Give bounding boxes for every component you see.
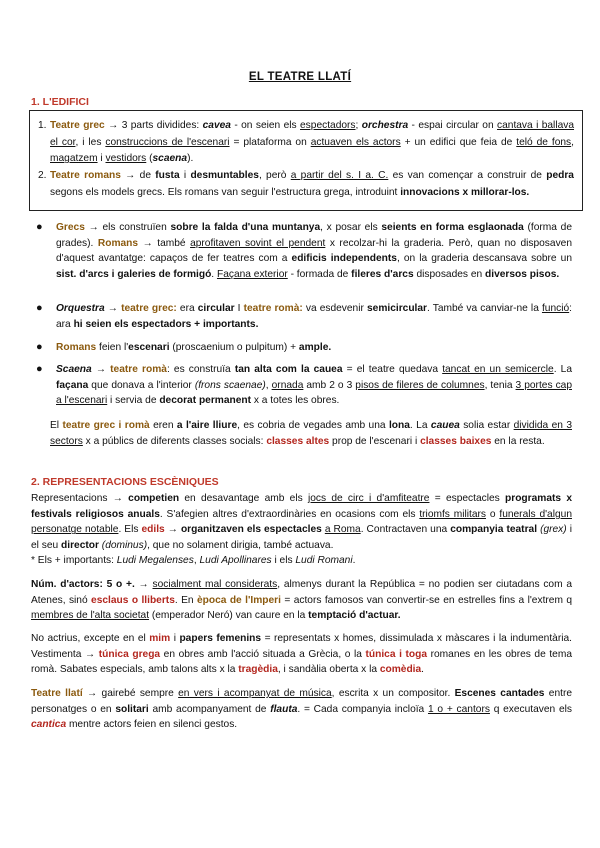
text-run: : ara xyxy=(56,303,572,330)
text-run: Ludi Megalenses xyxy=(116,555,194,566)
text-run: seients en forma esglaonada xyxy=(381,222,524,233)
text-run: hi seien els espectadors + importants. xyxy=(73,318,259,330)
text-run: (forma de grades). xyxy=(56,222,572,249)
text-run: teatre grec i romà xyxy=(62,420,150,431)
text-run: cantava i ballava el cor xyxy=(50,120,575,148)
text-run: construccions de l'escenari xyxy=(105,136,230,148)
text-run: , i sandàlia oberta x la xyxy=(277,664,380,676)
text-run: , es cobria de vegades amb una xyxy=(237,420,389,431)
section-heading-representacions: 2. REPRESENTACIONS ESCÈNIQUES xyxy=(31,476,219,488)
text-run: sist. d'arcs i galeries de formigó xyxy=(56,269,212,281)
text-run: a partir del s. I a. C. xyxy=(290,170,389,181)
text-run: = el teatre quedava xyxy=(342,364,443,375)
text-run: = espectacles xyxy=(429,493,506,504)
text-run: Teatre grec xyxy=(50,120,105,131)
text-run: fusta xyxy=(155,170,180,181)
text-run: i xyxy=(97,153,106,165)
text-run: solia estar xyxy=(459,420,514,431)
bullet-escenari xyxy=(36,340,572,356)
paragraph-teatre-llati xyxy=(31,686,572,733)
text-run: (grex) xyxy=(540,524,567,536)
text-run: tan alta com la cauea xyxy=(234,364,343,375)
text-run: = plataforma on xyxy=(229,136,311,148)
text-run: teló de fons xyxy=(516,136,572,148)
text-run: . Contractaven una xyxy=(360,524,451,536)
text-run: triomfs militars xyxy=(419,508,486,520)
bullet-dot: ● xyxy=(36,363,43,375)
text-run: va esdevenir xyxy=(302,303,367,314)
text-run: . xyxy=(352,555,356,566)
text-run: → també xyxy=(138,237,191,249)
text-run: → de xyxy=(120,170,156,181)
text-run: tancat en un semicercle xyxy=(442,364,554,375)
text-run: Teatre romans xyxy=(50,170,121,181)
text-run: cauea xyxy=(430,420,460,431)
bullet-dot: ● xyxy=(36,302,43,314)
text-run: . També va canviar-ne la xyxy=(427,303,542,314)
text-run: Núm. d'actors: 5 o +. xyxy=(31,579,135,590)
text-run: , que no solament dirigia, també actuava. xyxy=(147,540,334,552)
list-item-2 xyxy=(38,168,574,201)
text-run: teatre romà xyxy=(110,364,167,375)
bullet-grecs-romans xyxy=(36,220,572,283)
text-run: mim xyxy=(149,633,171,644)
text-run: actuaven els actors xyxy=(310,136,401,148)
text-run: ample. xyxy=(298,342,332,353)
text-run: façana xyxy=(56,379,89,391)
text-run: Teatre llatí xyxy=(31,688,83,699)
text-run: ; xyxy=(355,120,362,131)
text-run: . La xyxy=(409,420,431,431)
text-run: dividida en 3 sectors xyxy=(50,420,572,447)
text-run: època de l'Imperi xyxy=(196,594,281,606)
text-run: tragèdia xyxy=(238,664,278,676)
text-run: entre personatges o en xyxy=(31,688,573,715)
text-run: . La xyxy=(553,364,572,375)
text-run: El xyxy=(50,420,63,431)
text-run: esclaus o lliberts xyxy=(91,594,175,606)
text-run: : es construïa xyxy=(166,364,235,375)
text-run: i el seu xyxy=(31,524,572,552)
section-heading-edifici: 1. L'EDIFICI xyxy=(31,96,89,108)
paragraph-actrius xyxy=(31,631,572,678)
text-run: funció xyxy=(541,303,570,314)
text-run: a Roma xyxy=(324,524,361,536)
text-run: scaena xyxy=(152,153,188,165)
paragraph-competien xyxy=(31,491,572,554)
text-run: es van començar a construir de xyxy=(388,170,547,181)
text-run: Orquestra xyxy=(56,303,105,314)
text-run: pedra xyxy=(546,170,574,181)
text-run: . xyxy=(421,664,425,676)
text-run: 1 o + cantors xyxy=(427,703,490,715)
text-run: amb 2 o 3 xyxy=(303,379,356,391)
text-run: , xyxy=(571,136,574,148)
text-run: . xyxy=(211,269,217,281)
text-run: . S'afegien altres d'extraordinàries en ocasions com els xyxy=(159,508,420,520)
text-run: Escenes cantades xyxy=(454,688,545,699)
text-run: solitari xyxy=(115,703,149,715)
text-run: Ludi Apollinares xyxy=(199,555,272,566)
paragraph-aire-lliure xyxy=(50,418,572,449)
text-run: decorat permanent xyxy=(159,395,252,407)
text-run: Representacions → xyxy=(31,493,129,504)
text-run: aprofitaven sovint el pendent xyxy=(190,237,326,249)
text-run: , però xyxy=(258,170,291,181)
text-run: flauta xyxy=(270,703,298,715)
text-run: (emperador Neró) van caure en la xyxy=(149,610,309,622)
text-run: Grecs xyxy=(56,222,85,233)
text-run: feien l' xyxy=(96,342,129,353)
text-run: semicircular xyxy=(366,303,428,314)
text-run: prop de l'escenari i xyxy=(329,435,421,447)
text-run: → xyxy=(104,303,122,314)
text-run: q executaven els xyxy=(489,703,572,715)
text-run: orchestra xyxy=(361,120,409,131)
text-run: → 3 parts dividides: xyxy=(104,120,203,131)
text-run: classes baixes xyxy=(420,435,492,447)
text-run: temptació d'actuar. xyxy=(308,610,401,622)
text-run: * Els + importants: xyxy=(31,555,117,566)
text-run: fileres d'arcs xyxy=(351,269,414,281)
text-run: en obres amb l'acció situada a Grècia, o la xyxy=(160,648,366,660)
text-run: ( xyxy=(146,153,153,165)
list-number: 2. xyxy=(38,170,47,181)
bullet-orquestra xyxy=(36,301,572,332)
text-run: magatzem xyxy=(50,153,98,165)
text-run: o xyxy=(486,508,500,520)
text-run: vestidors xyxy=(105,153,147,165)
text-run: membres de l'alta societat xyxy=(31,610,150,622)
text-run: = actors famosos van convertir-se en estrelles fins a l'extrem q xyxy=(280,594,573,606)
text-run: - on seien els xyxy=(230,120,301,131)
text-run: cavea xyxy=(202,120,231,131)
text-run: sobre la falda d'una muntanya xyxy=(170,222,321,233)
text-run: escenari xyxy=(128,342,170,353)
text-run: disposades en xyxy=(413,269,486,281)
text-run: , tenia xyxy=(484,379,516,391)
text-run: edils xyxy=(141,524,165,536)
text-run: túnica i toga xyxy=(365,648,428,660)
text-run: (proscaenium o pulpitum) + xyxy=(169,342,299,353)
text-run: i servia de xyxy=(107,395,160,407)
text-run: eren xyxy=(149,420,177,431)
text-run: , on la graderia descansava sobre un xyxy=(396,253,572,265)
text-run: túnica grega xyxy=(98,648,161,660)
text-run: teatre grec: xyxy=(121,303,177,314)
text-run: → els construïen xyxy=(84,222,171,233)
text-run: funerals d'algun personatge notable xyxy=(31,508,572,536)
text-run: papers femenins xyxy=(179,633,262,644)
paragraph-actors xyxy=(31,577,572,624)
text-run: → gairebé sempre xyxy=(82,688,179,699)
text-run: a l'aire lliure xyxy=(176,420,238,431)
text-run: mentre actors feien en silenci gestos. xyxy=(66,719,238,731)
text-run: ). xyxy=(187,153,194,165)
text-run: espectadors xyxy=(300,120,356,131)
text-run: Ludi Romani xyxy=(295,555,353,566)
text-run: Romans xyxy=(56,342,97,353)
text-run: i els xyxy=(271,555,296,566)
text-run: 3 portes cap a l'escenari xyxy=(56,379,572,407)
text-run: jocs de circ i d'amfiteatre xyxy=(307,493,430,504)
text-run: . En xyxy=(174,594,197,606)
text-run: diversos pisos. xyxy=(485,269,560,281)
bullet-scaena xyxy=(36,362,572,409)
text-run: Façana exterior xyxy=(216,269,288,281)
text-run: . = Cada companyia incloïa xyxy=(297,703,428,715)
numbered-list-box xyxy=(29,110,583,211)
text-run: socialment mal considerats xyxy=(152,579,278,590)
text-run: → xyxy=(134,579,153,590)
text-run: No actrius, excepte en el xyxy=(31,633,150,644)
text-run: cantica xyxy=(31,719,67,731)
text-run: , almenys durant la República = no podien ser ciutadans com a Atenes, sinó xyxy=(31,579,572,606)
text-run: (dominus) xyxy=(101,540,148,552)
text-run: lona xyxy=(388,420,410,431)
text-run: director xyxy=(61,540,99,552)
text-run: programats x festivals religiosos anuals xyxy=(31,493,572,520)
text-run: . Els xyxy=(118,524,142,536)
list-item-1 xyxy=(38,118,575,168)
paragraph-ludi-note xyxy=(31,553,572,569)
text-run: ornada xyxy=(271,379,304,391)
text-run: Romans xyxy=(97,237,139,249)
text-run: → xyxy=(91,364,111,375)
text-run: en desavantage amb els xyxy=(179,493,308,504)
text-run: - espai circular on xyxy=(408,120,498,131)
text-run: companyia teatral xyxy=(450,524,538,536)
text-run: edificis independents xyxy=(291,253,397,265)
text-run: x a públics de diferents classes socials: xyxy=(82,435,267,447)
text-run: , escrita x un compositor. xyxy=(331,688,455,699)
bullet-dot: ● xyxy=(36,221,43,233)
text-run: en vers i acompanyat de música xyxy=(178,688,332,699)
text-run: , xyxy=(265,379,272,391)
text-run: desmuntables xyxy=(190,170,259,181)
text-run: i xyxy=(170,633,180,644)
text-run: Scaena xyxy=(56,364,92,375)
text-run: organitzaven els espectacles xyxy=(180,524,322,536)
bullet-dot: ● xyxy=(36,341,43,353)
text-run: - formada de xyxy=(287,269,352,281)
text-run: innovacions x millorar-los. xyxy=(400,186,530,198)
text-run: que donava a l'interior xyxy=(88,379,195,391)
text-run: x a totes les obres. xyxy=(251,395,340,407)
text-run: x recolzar-hi la graderia. Però, quan no disposaven d'aquest avantatge: capaços de fer teatres com a xyxy=(56,237,572,265)
text-run: = representats x homes, dissimulada x màscares i la indumentària. Vestimenta → xyxy=(31,633,572,660)
text-run: competien xyxy=(128,493,180,504)
text-run: pisos de fileres de columnes xyxy=(355,379,485,391)
text-run: era xyxy=(176,303,198,314)
text-run: amb acompanyament de xyxy=(148,703,271,715)
list-number: 1. xyxy=(38,120,47,131)
text-run: i xyxy=(179,170,191,181)
text-run: teatre romà: xyxy=(243,303,303,314)
text-run: I xyxy=(234,303,244,314)
text-run: → xyxy=(164,524,181,536)
text-run: circular xyxy=(197,303,235,314)
page-title: EL TEATRE LLATÍ xyxy=(248,71,352,83)
text-run: , xyxy=(193,555,200,566)
text-run: classes altes xyxy=(266,435,330,447)
text-run: , i les xyxy=(75,136,106,148)
text-run: romanes en les obres de tema romà. Sabates especials, amb talons alts x la xyxy=(31,648,572,676)
text-run: en la resta. xyxy=(491,435,545,447)
text-run: comèdia xyxy=(379,664,422,676)
text-run: , x posar els xyxy=(320,222,382,233)
text-run: (frons scaenae) xyxy=(194,379,266,391)
text-run: + un edifici que feia de xyxy=(400,136,517,148)
text-run: segons els models grecs. Els romans van seguir l'estructura grega, introduint xyxy=(50,186,401,198)
